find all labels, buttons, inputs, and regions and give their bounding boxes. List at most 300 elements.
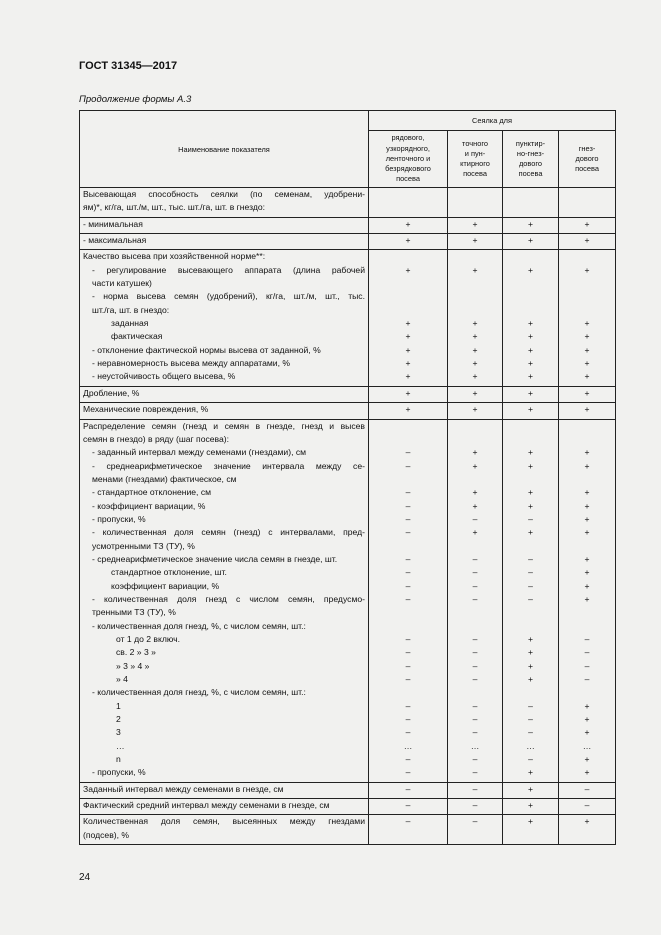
applicability-mark: +	[405, 235, 411, 246]
mark-cell	[448, 403, 503, 419]
applicability-mark: +	[584, 727, 590, 738]
applicability-mark: –	[405, 647, 411, 658]
indicator-text: - отклонение фактической нормы высева от заданной, %	[92, 344, 321, 355]
indicator-text: - минимальная	[83, 218, 143, 229]
indicator-text: - пропуски, %	[92, 513, 146, 524]
header-column-line: гнез-	[578, 143, 596, 153]
applicability-mark: +	[472, 527, 478, 538]
mark-cell	[559, 217, 616, 233]
applicability-mark	[562, 541, 612, 554]
mark-cell	[503, 250, 559, 386]
applicability-mark	[372, 541, 444, 554]
mark-cell	[448, 419, 503, 782]
applicability-mark	[506, 474, 555, 487]
indicator-text: - коэффициент вариации, %	[92, 500, 206, 511]
indicator-text: от 1 до 2 включ.	[116, 634, 180, 644]
applicability-mark: –	[405, 513, 411, 524]
applicability-mark	[372, 291, 444, 304]
applicability-mark: –	[528, 727, 533, 738]
applicability-mark	[451, 474, 499, 487]
indicator-text: - количественная доля гнезд, %, с числом семян, шт.:	[92, 687, 306, 698]
applicability-mark: +	[527, 318, 534, 329]
mark-cell	[448, 386, 503, 402]
applicability-mark: +	[584, 593, 590, 604]
applicability-mark	[506, 278, 555, 291]
table-row	[80, 799, 616, 815]
applicability-mark: +	[527, 500, 534, 511]
applicability-mark	[506, 291, 555, 304]
applicability-mark	[372, 621, 444, 634]
applicability-mark: +	[584, 567, 590, 578]
header-column-line: и пун-	[464, 148, 486, 158]
applicability-mark: +	[472, 344, 478, 355]
header-column-line: посева	[396, 174, 420, 184]
indicator-text: Качество высева при хозяйственной норме**:	[83, 251, 266, 262]
applicability-mark: +	[405, 264, 411, 275]
applicability-mark: –	[472, 674, 478, 685]
indicator-text: - неустойчивость общего высева, %	[92, 371, 236, 382]
header-column-line: ленточного и	[385, 153, 431, 163]
applicability-mark: +	[472, 235, 478, 246]
applicability-mark	[562, 202, 612, 215]
mark-cell	[448, 234, 503, 250]
indicator-text: Количественная доля семян, высеянных между гнездами	[83, 816, 365, 827]
applicability-mark: +	[584, 404, 590, 415]
applicability-mark	[506, 421, 555, 434]
applicability-mark	[372, 434, 444, 447]
header-column-line: дового	[575, 153, 599, 163]
applicability-mark: +	[527, 816, 534, 827]
applicability-mark: –	[584, 634, 590, 644]
applicability-mark	[451, 621, 499, 634]
indicator-text: шт./га, шт. в гнездо:	[92, 304, 170, 315]
applicability-mark: –	[405, 714, 411, 725]
header-column-line: посева	[575, 164, 599, 174]
applicability-mark: +	[584, 513, 590, 524]
applicability-mark: +	[527, 387, 534, 398]
applicability-mark: –	[528, 714, 533, 725]
applicability-mark	[372, 278, 444, 291]
header-column-line: точного	[462, 138, 488, 148]
applicability-mark: +	[472, 218, 478, 229]
table-row	[80, 403, 616, 419]
applicability-mark: +	[527, 660, 534, 671]
applicability-mark: +	[584, 264, 590, 275]
applicability-mark: +	[405, 371, 411, 382]
applicability-mark: +	[405, 358, 411, 369]
applicability-mark	[372, 687, 444, 700]
indicator-cell	[80, 217, 369, 233]
applicability-mark: …	[470, 740, 480, 751]
applicability-mark: –	[405, 700, 411, 711]
header-column-1	[369, 131, 448, 188]
applicability-mark: –	[405, 727, 411, 738]
indicator-text: - количественная доля гнезд, %, с числом семян, шт.:	[92, 620, 306, 631]
indicator-text: - среднеарифметическое значение числа семян в гнезде, шт.	[92, 553, 338, 564]
indicator-text: - стандартное отклонение, см	[92, 487, 212, 498]
mark-cell	[369, 234, 448, 250]
applicability-mark: –	[405, 500, 411, 511]
applicability-mark: +	[405, 331, 411, 342]
applicability-mark: –	[528, 754, 533, 765]
indicator-text: тренными ТЗ (ТУ), %	[92, 607, 176, 618]
indicator-text: усмотренными ТЗ (ТУ), %	[92, 540, 195, 551]
indicator-text: менами (гнездами) фактическое, см	[92, 473, 237, 484]
applicability-mark	[562, 189, 612, 202]
applicability-mark: +	[472, 447, 478, 458]
applicability-mark: +	[584, 358, 590, 369]
applicability-mark: –	[405, 553, 411, 564]
mark-cell	[448, 250, 503, 386]
applicability-mark: +	[584, 235, 590, 246]
applicability-mark	[451, 305, 499, 318]
applicability-mark: –	[405, 460, 411, 471]
mark-cell	[559, 250, 616, 386]
indicator-text: - количественная доля гнезд с числом семян, предусмо-	[92, 593, 365, 604]
applicability-mark	[451, 189, 499, 202]
header-column-line: безрядкового	[385, 164, 431, 174]
applicability-mark: –	[405, 674, 411, 685]
applicability-mark: –	[528, 593, 533, 604]
applicability-mark: –	[528, 567, 533, 578]
indicator-text: » 3 » 4 »	[116, 660, 150, 671]
applicability-mark	[451, 687, 499, 700]
standard-title: ГОСТ 31345—2017	[79, 60, 178, 72]
applicability-mark	[506, 541, 555, 554]
applicability-mark	[562, 474, 612, 487]
applicability-mark: +	[527, 647, 534, 658]
mark-cell	[369, 386, 448, 402]
indicator-text: стандартное отклонение, шт.	[111, 567, 227, 578]
applicability-mark: +	[527, 344, 534, 355]
applicability-mark	[562, 278, 612, 291]
indicator-text: Распределение семян (гнезд и семян в гнезде, гнезд и высев	[83, 420, 365, 431]
applicability-mark: –	[405, 527, 411, 538]
indicator-text: семян в гнездо) в ряду (шаг посева):	[83, 433, 230, 444]
indicator-text: св. 2 » 3 »	[116, 647, 156, 658]
table-row	[80, 782, 616, 798]
applicability-mark	[562, 291, 612, 304]
mark-cell	[369, 799, 448, 815]
applicability-mark: +	[472, 460, 478, 471]
mark-cell	[448, 217, 503, 233]
applicability-mark: +	[527, 371, 534, 382]
header-column-line: посева	[463, 169, 487, 179]
applicability-mark: +	[584, 344, 590, 355]
mark-cell	[503, 419, 559, 782]
mark-cell	[559, 386, 616, 402]
applicability-mark	[562, 251, 612, 264]
mark-cell	[369, 403, 448, 419]
applicability-mark	[562, 421, 612, 434]
applicability-mark	[562, 687, 612, 700]
applicability-mark: –	[405, 754, 411, 765]
applicability-mark: +	[584, 767, 590, 778]
applicability-mark	[372, 189, 444, 202]
mark-cell	[503, 815, 559, 845]
applicability-mark: +	[584, 816, 590, 827]
applicability-mark: +	[405, 404, 411, 415]
mark-cell	[448, 188, 503, 218]
applicability-mark: +	[472, 331, 478, 342]
header-column-2	[448, 131, 503, 188]
applicability-mark	[506, 607, 555, 620]
applicability-mark: +	[472, 387, 478, 398]
mark-cell	[448, 782, 503, 798]
applicability-mark: +	[405, 318, 411, 329]
applicability-mark: –	[405, 634, 411, 644]
applicability-mark: +	[584, 553, 590, 564]
mark-cell	[369, 815, 448, 845]
applicability-mark	[372, 474, 444, 487]
applicability-mark: –	[405, 567, 411, 578]
mark-cell	[559, 419, 616, 782]
applicability-mark: –	[405, 593, 411, 604]
indicator-cell	[80, 782, 369, 798]
applicability-mark: +	[527, 527, 534, 538]
applicability-mark: +	[472, 264, 478, 275]
indicator-text: коэффициент вариации, %	[111, 580, 220, 591]
applicability-mark: –	[405, 816, 411, 827]
indicator-cell	[80, 815, 369, 845]
header-column-line: узкорядного,	[386, 143, 430, 153]
applicability-mark: –	[584, 660, 590, 671]
applicability-mark: –	[472, 816, 478, 827]
applicability-mark	[451, 607, 499, 620]
table-row	[80, 815, 616, 845]
header-column-line: посева	[518, 169, 543, 179]
indicator-text: …	[116, 740, 125, 751]
applicability-mark: +	[584, 371, 590, 382]
applicability-mark: +	[527, 460, 534, 471]
header-column-line: но-гнез-	[516, 148, 545, 158]
mark-cell	[369, 419, 448, 782]
applicability-mark: +	[527, 331, 534, 342]
applicability-mark	[451, 830, 499, 843]
applicability-mark	[506, 251, 555, 264]
indicator-text: - количественная доля семян (гнезд) с интервалами, пред-	[92, 527, 365, 538]
applicability-mark: –	[584, 783, 590, 794]
applicability-mark	[372, 607, 444, 620]
applicability-mark	[562, 830, 612, 843]
applicability-mark: –	[405, 580, 411, 591]
applicability-mark: +	[405, 387, 411, 398]
applicability-mark: –	[472, 647, 478, 658]
mark-cell	[559, 188, 616, 218]
applicability-mark: +	[472, 318, 478, 329]
header-seeder-for: Сеялка для	[369, 111, 616, 131]
indicator-text: - максимальная	[83, 235, 147, 246]
indicators-table	[79, 110, 616, 845]
applicability-mark: +	[472, 358, 478, 369]
indicator-text: 3	[116, 727, 121, 738]
applicability-mark: …	[403, 740, 413, 751]
indicator-cell	[80, 234, 369, 250]
mark-cell	[559, 234, 616, 250]
indicator-text: - неравномерность высева между аппаратами, %	[92, 358, 290, 369]
applicability-mark: –	[472, 593, 478, 604]
applicability-mark: +	[584, 700, 590, 711]
indicator-text: - пропуски, %	[92, 767, 146, 778]
applicability-mark	[372, 251, 444, 264]
indicator-cell	[80, 419, 369, 782]
applicability-mark	[372, 421, 444, 434]
applicability-mark: –	[472, 513, 478, 524]
applicability-mark	[506, 621, 555, 634]
applicability-mark: –	[405, 767, 411, 778]
mark-cell	[503, 217, 559, 233]
indicator-text: фактическая	[111, 331, 163, 342]
applicability-mark	[562, 607, 612, 620]
applicability-mark: –	[405, 447, 411, 458]
table-row	[80, 386, 616, 402]
applicability-mark: +	[405, 344, 411, 355]
applicability-mark: +	[584, 318, 590, 329]
indicator-text: - регулирование высевающего аппарата (длина рабочей	[92, 264, 365, 275]
continuation-caption: Продолжение формы А.3	[79, 94, 192, 105]
applicability-mark: +	[584, 387, 590, 398]
mark-cell	[503, 188, 559, 218]
indicator-text: - заданный интервал между семенами (гнездами), см	[92, 447, 307, 458]
applicability-mark: –	[405, 800, 411, 811]
applicability-mark: +	[527, 634, 534, 644]
header-column-line: ктирного	[460, 159, 490, 168]
indicator-text: 1	[116, 700, 121, 711]
header-column-3	[503, 131, 559, 188]
mark-cell	[503, 403, 559, 419]
applicability-mark	[562, 434, 612, 447]
mark-cell	[559, 403, 616, 419]
mark-cell	[369, 188, 448, 218]
indicator-cell	[80, 188, 369, 218]
header-column-4	[559, 131, 616, 188]
header-column-line: рядового,	[391, 133, 425, 143]
applicability-mark: +	[584, 580, 590, 591]
applicability-mark	[451, 541, 499, 554]
indicator-cell	[80, 250, 369, 386]
indicator-text: n	[116, 754, 121, 765]
applicability-mark: +	[527, 674, 534, 685]
indicator-text: - норма высева семян (удобрений), кг/га, шт./м, шт., тыс.	[92, 291, 365, 302]
indicator-text: части катушек)	[92, 278, 152, 289]
applicability-mark	[562, 305, 612, 318]
applicability-mark: –	[528, 580, 533, 591]
table-row	[80, 419, 616, 782]
indicator-text: Механические повреждения, %	[83, 404, 209, 415]
applicability-mark	[562, 621, 612, 634]
applicability-mark: +	[584, 218, 590, 229]
applicability-mark: +	[584, 500, 590, 511]
applicability-mark	[372, 305, 444, 318]
applicability-mark: +	[527, 218, 534, 229]
applicability-mark: –	[472, 567, 478, 578]
applicability-mark: +	[472, 371, 478, 382]
applicability-mark: +	[472, 487, 478, 498]
mark-cell	[448, 799, 503, 815]
applicability-mark: –	[472, 553, 478, 564]
applicability-mark: +	[584, 460, 590, 471]
applicability-mark	[451, 251, 499, 264]
indicator-text: Заданный интервал между семенами в гнезде, см	[83, 783, 284, 794]
indicator-cell	[80, 386, 369, 402]
indicator-text: 2	[116, 714, 121, 725]
indicator-text: - среднеарифметическое значение интервала между се-	[92, 460, 365, 471]
applicability-mark: –	[472, 767, 478, 778]
applicability-mark: –	[405, 783, 411, 794]
applicability-mark: +	[584, 447, 590, 458]
applicability-mark: –	[528, 700, 533, 711]
applicability-mark: +	[584, 527, 590, 538]
applicability-mark	[451, 291, 499, 304]
applicability-mark: –	[472, 634, 478, 644]
mark-cell	[503, 782, 559, 798]
applicability-mark	[506, 830, 555, 843]
mark-cell	[369, 250, 448, 386]
applicability-mark	[506, 189, 555, 202]
applicability-mark: +	[472, 404, 478, 415]
applicability-mark	[506, 202, 555, 215]
applicability-mark	[372, 830, 444, 843]
applicability-mark: +	[527, 447, 534, 458]
applicability-mark: –	[472, 714, 478, 725]
applicability-mark: +	[584, 714, 590, 725]
applicability-mark: –	[584, 647, 590, 658]
applicability-mark: +	[527, 767, 534, 778]
table-row	[80, 234, 616, 250]
table-row	[80, 217, 616, 233]
indicator-text: Фактический средний интервал между семенами в гнезде, см	[83, 800, 330, 811]
applicability-mark	[506, 434, 555, 447]
applicability-mark: +	[527, 404, 534, 415]
header-column-line: пунктир-	[515, 138, 546, 148]
applicability-mark	[506, 305, 555, 318]
mark-cell	[369, 217, 448, 233]
applicability-mark	[451, 434, 499, 447]
applicability-mark: –	[528, 513, 533, 524]
applicability-mark: +	[527, 264, 534, 275]
mark-cell	[448, 815, 503, 845]
applicability-mark: …	[526, 740, 535, 751]
indicator-text: ям)*, кг/га, шт./м, шт., тыс. шт./га, шт. в гнездо:	[83, 202, 266, 213]
applicability-mark	[506, 687, 555, 700]
applicability-mark	[451, 202, 499, 215]
header-column-line: дового	[518, 159, 543, 168]
applicability-mark: –	[472, 754, 478, 765]
applicability-mark: +	[527, 487, 534, 498]
mark-cell	[503, 234, 559, 250]
applicability-mark	[451, 278, 499, 291]
applicability-mark: –	[584, 674, 590, 685]
applicability-mark: +	[584, 487, 590, 498]
applicability-mark: +	[584, 331, 590, 342]
mark-cell	[503, 799, 559, 815]
applicability-mark: –	[528, 553, 533, 564]
applicability-mark: +	[527, 358, 534, 369]
indicator-text: Дробление, %	[83, 387, 140, 398]
mark-cell	[559, 799, 616, 815]
indicator-text: Высевающая способность сеялки (по семенам, удобрени-	[83, 189, 365, 199]
table-row	[80, 250, 616, 386]
table-row	[80, 188, 616, 218]
applicability-mark: –	[472, 700, 478, 711]
applicability-mark: –	[472, 783, 478, 794]
indicator-cell	[80, 403, 369, 419]
applicability-mark: …	[582, 740, 592, 751]
indicator-text: (подсев), %	[83, 829, 130, 840]
indicator-cell	[80, 799, 369, 815]
applicability-mark	[451, 421, 499, 434]
applicability-mark: –	[584, 800, 590, 811]
